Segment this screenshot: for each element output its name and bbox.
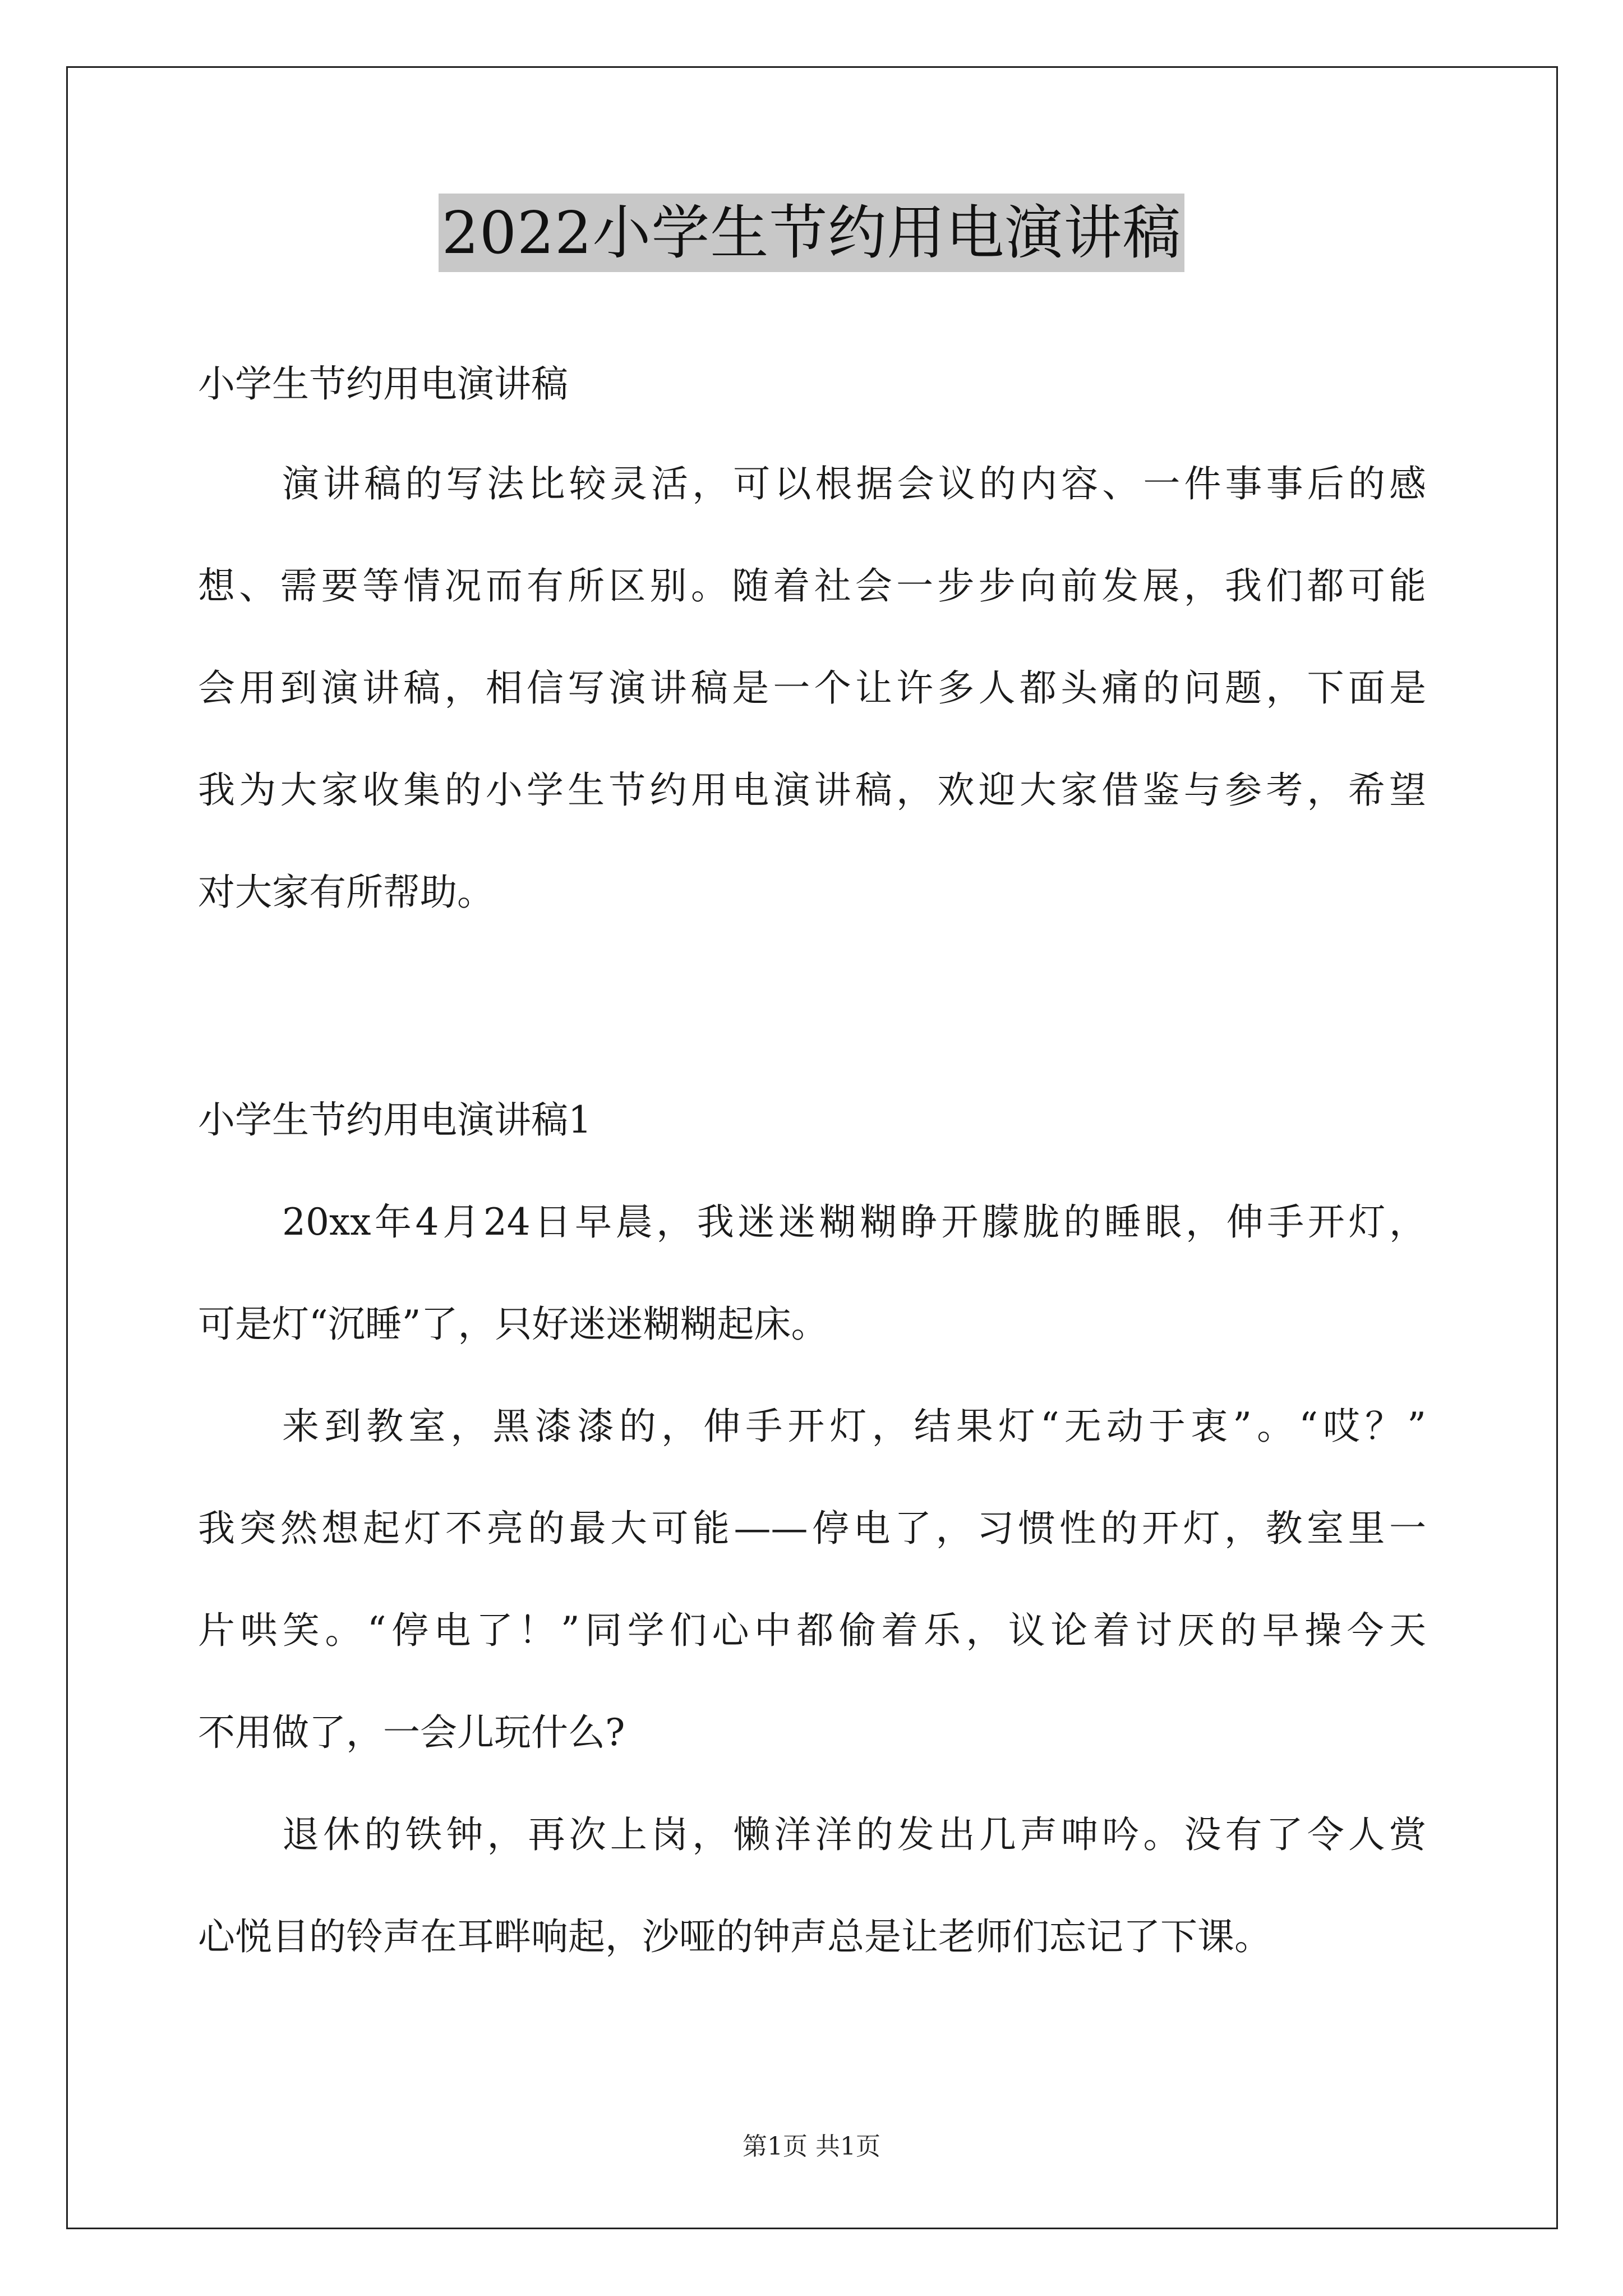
paragraph-line: 不用做了，一会儿玩什么? [198,1711,625,1754]
paragraph-line: 可是灯“沉睡”了，只好迷迷糊糊起床。 [198,1303,828,1346]
section-heading: 小学生节约用电演讲稿 [198,362,568,406]
paragraph-line: 我为大家收集的小学生节约用电演讲稿，欢迎大家借鉴与参考，希望 [198,769,1426,812]
page-footer: 第1页 共1页 [743,2132,880,2161]
paragraph-line: 退休的铁钟，再次上岗，懒洋洋的发出几声呻吟。没有了令人赏 [282,1813,1426,1856]
paragraph-line: 心悦目的铃声在耳畔响起，沙哑的钟声总是让老师们忘记了下课。 [198,1915,1271,1958]
paragraph-line: 我突然想起灯不亮的最大可能——停电了，习惯性的开灯，教室里一 [198,1507,1426,1550]
paragraph-line: 想、需要等情况而有所区别。随着社会一步步向前发展，我们都可能 [198,564,1426,608]
paragraph-line: 片哄笑。“停电了！”同学们心中都偷着乐，议论着讨厌的早操今天 [198,1609,1426,1652]
paragraph-line: 对大家有所帮助。 [198,871,494,914]
paragraph-line: 演讲稿的写法比较灵活，可以根据会议的内容、一件事事后的感 [282,462,1426,505]
title-container [0,194,1623,272]
section-heading: 小学生节约用电演讲稿1 [198,1098,592,1142]
document-title: 2022小学生节约用电演讲稿 [439,194,1185,272]
paragraph-line: 会用到演讲稿，相信写演讲稿是一个让许多人都头痛的问题，下面是 [198,666,1426,710]
paragraph-line: 20xx年4月24日早晨，我迷迷糊糊睁开朦胧的睡眼，伸手开灯， [282,1200,1426,1244]
paragraph-line: 来到教室，黑漆漆的，伸手开灯，结果灯“无动于衷”。“哎？” [282,1405,1426,1448]
